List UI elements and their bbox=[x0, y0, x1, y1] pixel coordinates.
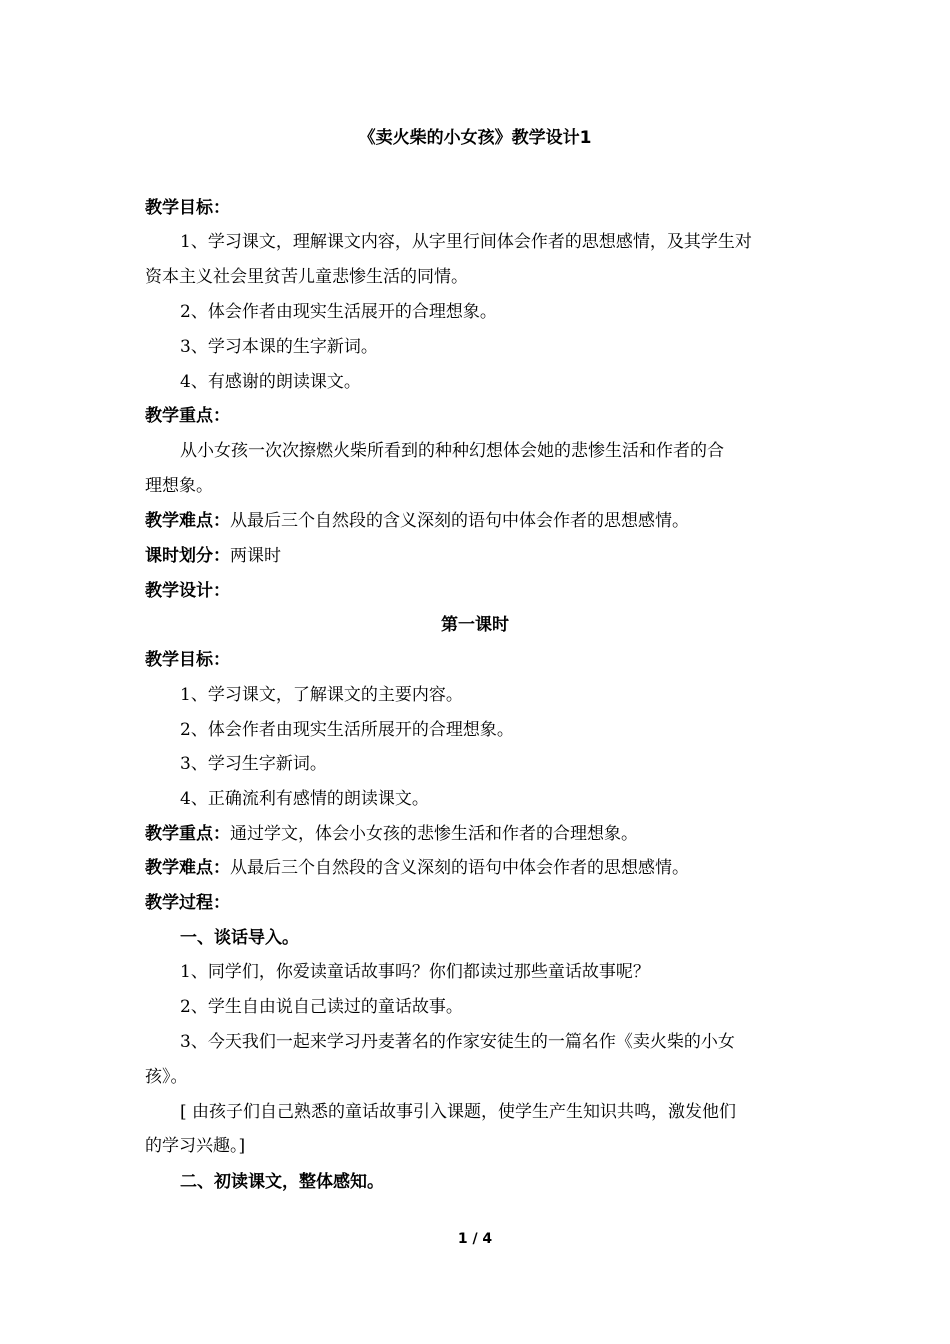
lesson-1-goal-2: 2、体会作者由现实生活所展开的合理想象。 bbox=[180, 720, 514, 740]
step-1-item-1: 1、同学们，你爱读童话故事吗？你们都读过那些童话故事呢？ bbox=[180, 962, 650, 982]
step-1-heading: 一、谈话导入。 bbox=[180, 928, 299, 948]
lesson-1-difficulty-label: 教学难点： bbox=[145, 858, 230, 878]
lesson-1-goal-4: 4、正确流利有感情的朗读课文。 bbox=[180, 789, 429, 809]
design-note-line-1: [ 由孩子们自己熟悉的童话故事引入课题，使学生产生知识共鸣，激发他们 bbox=[180, 1102, 737, 1122]
key-points-line-2: 理想象。 bbox=[145, 476, 213, 496]
period-label: 课时划分： bbox=[145, 546, 230, 566]
page-number: 1 / 4 bbox=[457, 1231, 493, 1247]
lesson-1-key-row bbox=[145, 822, 638, 846]
lesson-1-difficulty-text: 从最后三个自然段的含义深刻的语句中体会作者的思想感情。 bbox=[230, 858, 689, 878]
goal-2: 2、体会作者由现实生活展开的合理想象。 bbox=[180, 302, 497, 322]
goal-4: 4、有感谢的朗读课文。 bbox=[180, 372, 361, 392]
goal-3: 3、学习本课的生字新词。 bbox=[180, 337, 378, 357]
key-points-line-1: 从小女孩一次次擦燃火柴所看到的种种幻想体会她的悲惨生活和作者的合 bbox=[180, 441, 724, 461]
period-text: 两课时 bbox=[230, 546, 281, 566]
lesson-1-difficulty-row bbox=[145, 856, 689, 880]
period-row bbox=[145, 544, 281, 568]
design-note-line-2: 的学习兴趣。] bbox=[145, 1136, 246, 1156]
lesson-1-goal-1: 1、学习课文，了解课文的主要内容。 bbox=[180, 685, 463, 705]
design-heading: 教学设计： bbox=[145, 581, 230, 601]
goals-heading: 教学目标： bbox=[145, 198, 230, 218]
lesson-1-goals-heading: 教学目标： bbox=[145, 650, 230, 670]
step-1-item-2: 2、学生自由说自己读过的童话故事。 bbox=[180, 997, 463, 1017]
step-1-item-3-line-1: 3、今天我们一起来学习丹麦著名的作家安徒生的一篇名作《卖火柴的小女 bbox=[180, 1032, 735, 1052]
difficulty-label: 教学难点： bbox=[145, 511, 230, 531]
step-1-item-3-line-2: 孩》。 bbox=[145, 1067, 188, 1087]
goal-1-line-2: 资本主义社会里贫苦儿童悲惨生活的同情。 bbox=[145, 267, 468, 287]
lesson-1-goal-3: 3、学习生字新词。 bbox=[180, 754, 327, 774]
lesson-1-key-text: 通过学文，体会小女孩的悲惨生活和作者的合理想象。 bbox=[230, 824, 638, 844]
key-points-heading: 教学重点： bbox=[145, 406, 230, 426]
step-2-heading: 二、初读课文，整体感知。 bbox=[180, 1172, 384, 1192]
goal-1-line-1: 1、学习课文，理解课文内容，从字里行间体会作者的思想感情，及其学生对 bbox=[180, 232, 752, 252]
difficulty-text: 从最后三个自然段的含义深刻的语句中体会作者的思想感情。 bbox=[230, 511, 689, 531]
document-title: 《卖火柴的小女孩》教学设计1 bbox=[358, 128, 592, 148]
lesson-1-heading: 第一课时 bbox=[441, 615, 509, 635]
process-heading: 教学过程： bbox=[145, 893, 230, 913]
difficulty-row bbox=[145, 509, 689, 533]
lesson-1-key-label: 教学重点： bbox=[145, 824, 230, 844]
